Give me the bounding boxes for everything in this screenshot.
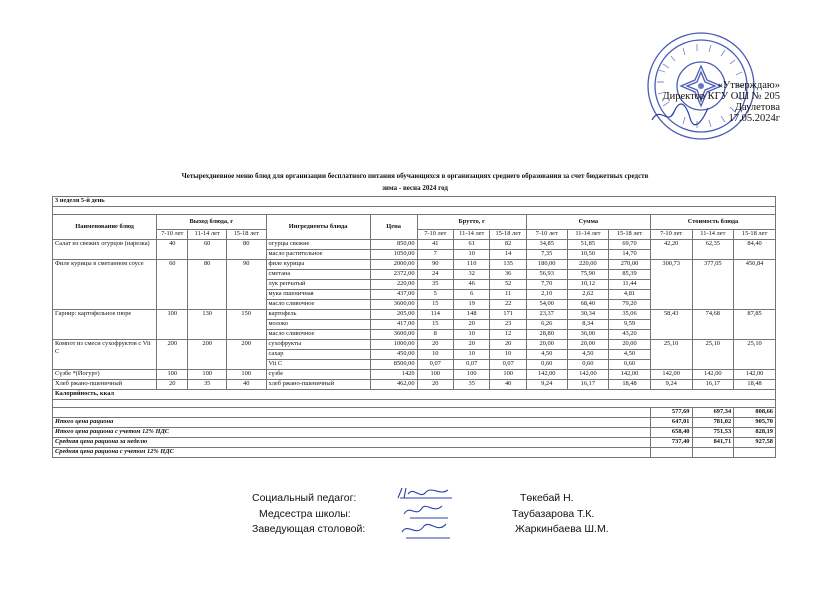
total-row: [53, 418, 776, 428]
sum-value: 220,00: [567, 260, 609, 270]
sum-value: 54,00: [526, 300, 567, 310]
dish-output: 60: [188, 240, 227, 260]
brutto-value: 46: [454, 280, 490, 290]
dish-cost: 377,05: [692, 260, 734, 310]
table-row: [53, 340, 776, 350]
sum-value: 4,50: [567, 350, 609, 360]
total-value: 697,34: [692, 408, 734, 418]
header-age: 11-14 лет: [188, 230, 227, 240]
ingredient-name: сүзбе: [266, 370, 370, 380]
signature-name: Төкебай Н.: [520, 492, 574, 504]
menu-title-line2: зима - весна 2024 год: [382, 184, 448, 192]
header-age: 7-10 лет: [417, 230, 453, 240]
ingredient-price: 450,00: [370, 350, 417, 360]
spacer-row: [53, 207, 776, 215]
table-row: [53, 240, 776, 250]
dish-name: Компот из смеси сухофруктов с Vit C: [53, 340, 157, 370]
header-age: 11-14 лет: [567, 230, 609, 240]
menu-table: [52, 196, 776, 458]
ingredient-name: Vit C: [266, 360, 370, 370]
signature-name: Таубазарова Т.К.: [512, 508, 595, 520]
total-row: [53, 428, 776, 438]
table-row: [53, 310, 776, 320]
ingredient-name: картофель: [266, 310, 370, 320]
ingredient-name: масло растительное: [266, 250, 370, 260]
brutto-value: 35: [454, 380, 490, 390]
sum-value: 69,70: [609, 240, 651, 250]
ingredient-name: филе курицы: [266, 260, 370, 270]
brutto-value: 0,07: [417, 360, 453, 370]
brutto-value: 19: [454, 300, 490, 310]
sum-value: 68,40: [567, 300, 609, 310]
dish-output: 200: [188, 340, 227, 370]
sum-value: 142,00: [526, 370, 567, 380]
menu-title: [60, 170, 770, 194]
brutto-value: 10: [454, 330, 490, 340]
dish-cost: 62,35: [692, 240, 734, 260]
sum-value: 20,00: [526, 340, 567, 350]
dish-output: 80: [226, 240, 266, 260]
total-value: 751,53: [692, 428, 734, 438]
sum-value: 34,85: [526, 240, 567, 250]
dish-cost: 142,00: [734, 370, 776, 380]
sum-value: 16,17: [567, 380, 609, 390]
sum-value: 9,24: [526, 380, 567, 390]
total-value: 927,58: [734, 438, 776, 448]
brutto-value: 0,07: [490, 360, 526, 370]
total-label: Итого цена рациона: [53, 418, 651, 428]
header-name: Наименование блюд: [53, 215, 157, 240]
dish-output: 200: [226, 340, 266, 370]
table-row: [53, 370, 776, 380]
dish-output: 40: [157, 240, 188, 260]
dish-output: 200: [157, 340, 188, 370]
brutto-value: 0,07: [454, 360, 490, 370]
sum-value: 85,39: [609, 270, 651, 280]
total-label: Средняя цена рациона с учетом 12% НДС: [53, 448, 651, 458]
total-row: [53, 438, 776, 448]
ingredient-name: лук репчатый: [266, 280, 370, 290]
approval-name: Даулетова: [734, 102, 780, 113]
brutto-value: 20: [417, 340, 453, 350]
brutto-value: 114: [417, 310, 453, 320]
ingredient-price: 205,00: [370, 310, 417, 320]
header-age: 15-18 лет: [609, 230, 651, 240]
sum-value: 56,93: [526, 270, 567, 280]
dish-name: Салат из свежих огурцов (нарезка): [53, 240, 157, 260]
brutto-value: 5: [417, 290, 453, 300]
brutto-value: 15: [417, 300, 453, 310]
dish-cost: 9,24: [650, 380, 692, 390]
dish-name: Сүзбе *(Йогурт): [53, 370, 157, 380]
sum-value: 9,59: [609, 320, 651, 330]
sum-value: 28,80: [526, 330, 567, 340]
dish-output: 90: [226, 260, 266, 310]
table-row: [53, 260, 776, 270]
handwritten-signatures-icon: [396, 484, 456, 542]
dish-name: Филе курицы в сметанном соусе: [53, 260, 157, 310]
total-label: Средняя цена рациона за неделю: [53, 438, 651, 448]
brutto-value: 6: [454, 290, 490, 300]
header-age: 15-18 лет: [226, 230, 266, 240]
ingredient-price: 2000,00: [370, 260, 417, 270]
brutto-value: 41: [417, 240, 453, 250]
brutto-value: 11: [490, 290, 526, 300]
header-price: Цена: [370, 215, 417, 240]
sum-value: 11,44: [609, 280, 651, 290]
total-value: 658,40: [650, 428, 692, 438]
brutto-value: 10: [417, 350, 453, 360]
sum-value: 75,90: [567, 270, 609, 280]
brutto-value: 40: [490, 380, 526, 390]
header-age: 7-10 лет: [650, 230, 692, 240]
brutto-value: 148: [454, 310, 490, 320]
dish-cost: 450,84: [734, 260, 776, 310]
total-value: 905,70: [734, 418, 776, 428]
header-brutto: Брутто, г: [417, 215, 526, 230]
ingredient-price: 417,00: [370, 320, 417, 330]
dish-cost: 25,10: [650, 340, 692, 370]
total-label: [53, 408, 651, 418]
brutto-value: 90: [417, 260, 453, 270]
brutto-value: 52: [490, 280, 526, 290]
approval-title: «Утверждаю»: [717, 80, 780, 91]
approval-date: 17.05.2024г: [728, 113, 780, 124]
brutto-value: 110: [454, 260, 490, 270]
ingredient-price: 3600,00: [370, 330, 417, 340]
total-value: [692, 448, 734, 458]
dish-output: 60: [157, 260, 188, 310]
brutto-value: 22: [490, 300, 526, 310]
brutto-value: 10: [454, 250, 490, 260]
brutto-value: 20: [454, 320, 490, 330]
sum-value: 14,70: [609, 250, 651, 260]
dish-cost: 42,20: [650, 240, 692, 260]
brutto-value: 24: [417, 270, 453, 280]
brutto-value: 10: [490, 350, 526, 360]
header-age: 7-10 лет: [157, 230, 188, 240]
signature-role: Социальный педагог:: [252, 492, 357, 504]
sum-value: 36,00: [567, 330, 609, 340]
header-age: 11-14 лет: [454, 230, 490, 240]
brutto-value: 8: [417, 330, 453, 340]
dish-cost: 16,17: [692, 380, 734, 390]
total-value: 808,66: [734, 408, 776, 418]
ingredient-name: огурцы свежие: [266, 240, 370, 250]
sum-value: 4,81: [609, 290, 651, 300]
dish-cost: 25,10: [692, 340, 734, 370]
dish-output: 130: [188, 310, 227, 340]
dish-cost: 74,68: [692, 310, 734, 340]
total-value: 577,69: [650, 408, 692, 418]
sum-value: 4,50: [526, 350, 567, 360]
brutto-value: 100: [454, 370, 490, 380]
brutto-value: 100: [490, 370, 526, 380]
dish-name: Гарнир: картофельное пюре: [53, 310, 157, 340]
sum-value: 79,20: [609, 300, 651, 310]
brutto-value: 61: [454, 240, 490, 250]
signature-name: Жаркинбаева Ш.М.: [515, 523, 609, 535]
calories-row: [53, 390, 776, 400]
ingredient-price: 2372,00: [370, 270, 417, 280]
ingredient-name: хлеб ржано-пшеничный: [266, 380, 370, 390]
brutto-value: 20: [417, 380, 453, 390]
dish-cost: 87,85: [734, 310, 776, 340]
signature-role: Медсестра школы:: [259, 508, 351, 520]
total-row: [53, 408, 776, 418]
sum-value: 7,70: [526, 280, 567, 290]
sum-value: 35,06: [609, 310, 651, 320]
dish-cost: 25,10: [734, 340, 776, 370]
spacer-cell: [53, 400, 776, 408]
sum-value: 7,35: [526, 250, 567, 260]
total-value: [650, 448, 692, 458]
total-value: [734, 448, 776, 458]
ingredient-price: 1000,00: [370, 340, 417, 350]
brutto-value: 171: [490, 310, 526, 320]
brutto-value: 36: [490, 270, 526, 280]
ingredient-name: масло сливочное: [266, 330, 370, 340]
sum-value: 142,00: [567, 370, 609, 380]
sum-value: 20,00: [609, 340, 651, 350]
ingredient-price: 8500,00: [370, 360, 417, 370]
sum-value: 30,34: [567, 310, 609, 320]
dish-output: 100: [188, 370, 227, 380]
ingredient-price: 850,00: [370, 240, 417, 250]
dish-output: 20: [157, 380, 188, 390]
ingredient-name: масло сливочное: [266, 300, 370, 310]
approval-block: [600, 80, 780, 124]
sum-value: 142,00: [609, 370, 651, 380]
total-value: 841,71: [692, 438, 734, 448]
header-sum: Сумма: [526, 215, 650, 230]
calories-label: Калорийность, ккал: [53, 390, 776, 400]
dish-output: 40: [226, 380, 266, 390]
ingredient-name: мука пшеничная: [266, 290, 370, 300]
brutto-value: 10: [454, 350, 490, 360]
sum-value: 18,48: [609, 380, 651, 390]
sum-value: 180,00: [526, 260, 567, 270]
total-value: 647,01: [650, 418, 692, 428]
dish-cost: 58,43: [650, 310, 692, 340]
sum-value: 2,62: [567, 290, 609, 300]
header-age: 7-10 лет: [526, 230, 567, 240]
dish-output: 150: [226, 310, 266, 340]
ingredient-price: 462,00: [370, 380, 417, 390]
sum-value: 4,50: [609, 350, 651, 360]
sum-value: 270,00: [609, 260, 651, 270]
dish-cost: 142,00: [692, 370, 734, 380]
sum-value: 0,60: [609, 360, 651, 370]
menu-title-line1: Четырехдневное меню блюд для организации бесплатного питания обучающихся в организациях среднего образования за счет бюджетных средств: [181, 172, 649, 180]
spacer-row: [53, 400, 776, 408]
brutto-value: 20: [454, 340, 490, 350]
brutto-value: 32: [454, 270, 490, 280]
ingredient-price: 220,00: [370, 280, 417, 290]
sum-value: 23,37: [526, 310, 567, 320]
brutto-value: 135: [490, 260, 526, 270]
dish-output: 100: [226, 370, 266, 380]
header-age: 11-14 лет: [692, 230, 734, 240]
dish-cost: 142,00: [650, 370, 692, 380]
dish-output: 80: [188, 260, 227, 310]
dish-cost: 84,40: [734, 240, 776, 260]
ingredient-price: 437,00: [370, 290, 417, 300]
header-age: 15-18 лет: [490, 230, 526, 240]
total-value: 828,19: [734, 428, 776, 438]
dish-output: 100: [157, 310, 188, 340]
brutto-value: 23: [490, 320, 526, 330]
ingredient-name: сахар: [266, 350, 370, 360]
brutto-value: 82: [490, 240, 526, 250]
dish-name: Хлеб ржано-пшеничный: [53, 380, 157, 390]
dish-cost: 18,48: [734, 380, 776, 390]
sum-value: 6,26: [526, 320, 567, 330]
total-value: 781,02: [692, 418, 734, 428]
table-row: [53, 380, 776, 390]
brutto-value: 100: [417, 370, 453, 380]
dish-output: 100: [157, 370, 188, 380]
sum-value: 10,12: [567, 280, 609, 290]
header-cost: Стоимость блюда: [650, 215, 775, 230]
ingredient-name: молоко: [266, 320, 370, 330]
brutto-value: 7: [417, 250, 453, 260]
brutto-value: 14: [490, 250, 526, 260]
ingredient-name: сухофрукты: [266, 340, 370, 350]
sum-value: 20,00: [567, 340, 609, 350]
week-label: 3 неделя 5-й день: [53, 197, 776, 207]
approval-director: Директор КГУ ОШ № 205: [662, 91, 780, 102]
dish-cost: 300,73: [650, 260, 692, 310]
ingredient-price: 3600,00: [370, 300, 417, 310]
signature-role: Заведующая столовой:: [252, 523, 366, 535]
sum-value: 10,50: [567, 250, 609, 260]
sum-value: 43,20: [609, 330, 651, 340]
sum-value: 2,10: [526, 290, 567, 300]
brutto-value: 12: [490, 330, 526, 340]
total-label: Итого цена рациона с учетом 12% НДС: [53, 428, 651, 438]
sum-value: 51,85: [567, 240, 609, 250]
dish-output: 35: [188, 380, 227, 390]
total-value: 737,40: [650, 438, 692, 448]
header-output: Выход блюда, г: [157, 215, 266, 230]
sum-value: 8,34: [567, 320, 609, 330]
sum-value: 0,60: [526, 360, 567, 370]
header-age: 15-18 лет: [734, 230, 776, 240]
brutto-value: 35: [417, 280, 453, 290]
sum-value: 0,60: [567, 360, 609, 370]
ingredient-price: 1420: [370, 370, 417, 380]
header-ingredients: Ингредиенты блюда: [266, 215, 370, 240]
total-row: [53, 448, 776, 458]
ingredient-price: 1050,00: [370, 250, 417, 260]
ingredient-name: сметана: [266, 270, 370, 280]
brutto-value: 20: [490, 340, 526, 350]
brutto-value: 15: [417, 320, 453, 330]
